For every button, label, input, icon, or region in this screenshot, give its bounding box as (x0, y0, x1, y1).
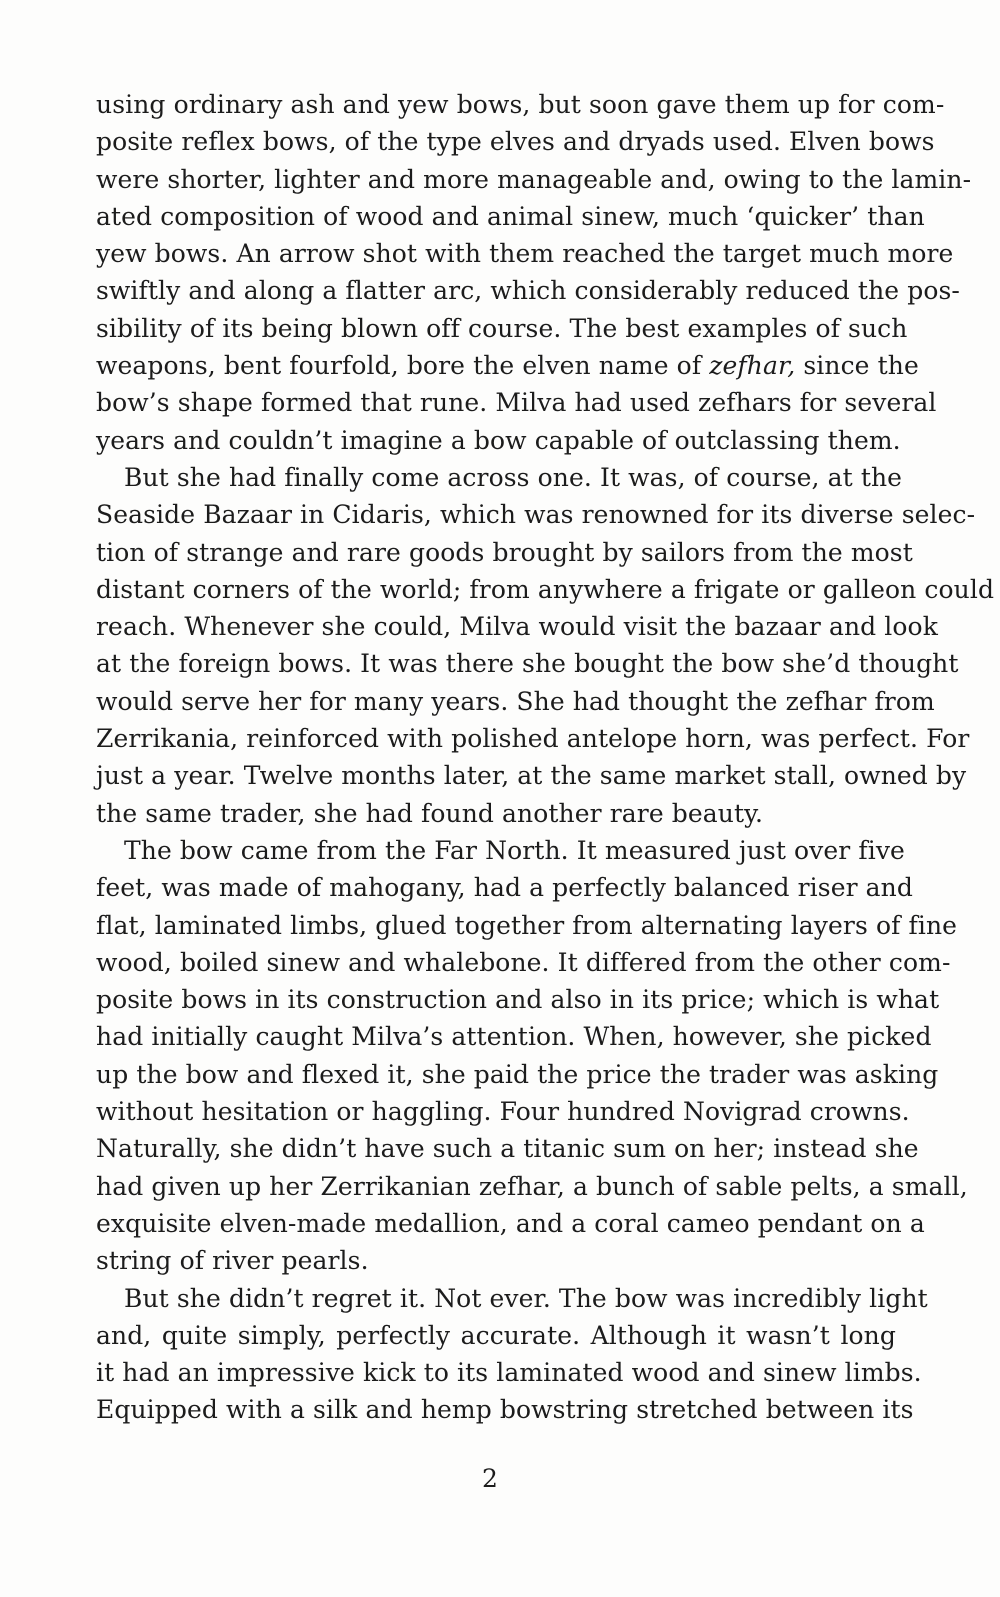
text-line: But she had finally come across one. It was, of course, at the (124, 462, 903, 492)
text-line: feet, was made of mahogany, had a perfectly balanced riser and (96, 873, 913, 903)
text-line: without hesitation or haggling. Four hundred Novigrad crowns. (96, 1097, 910, 1127)
text-line: swiftly and along a flatter arc, which considerably reduced the pos- (96, 276, 960, 306)
text-line: posite reflex bows, of the type elves and dryads used. Elven bows (96, 127, 935, 157)
text-line: Equipped with a silk and hemp bowstring stretched between its (96, 1395, 914, 1425)
text-line: reach. Whenever she could, Milva would visit the bazaar and look (96, 612, 938, 642)
text-line: ated composition of wood and animal sinew, much ‘quicker’ than (96, 201, 925, 231)
text-line: just a year. Twelve months later, at the same market stall, owned by (96, 761, 967, 791)
text-line: using ordinary ash and yew bows, but soon gave them up for com- (96, 90, 945, 119)
text-line: flat, laminated limbs, glued together from alternating layers of fine (96, 910, 958, 940)
text-line: had given up her Zerrikanian zefhar, a bunch of sable pelts, a small, (96, 1171, 968, 1201)
text-line: bow’s shape formed that rune. Milva had used zefhars for several (96, 388, 937, 418)
text-line: would serve her for many years. She had thought the zefhar from (96, 686, 935, 716)
text-line: The bow came from the Far North. It measured just over five (124, 835, 905, 865)
text-line: exquisite elven-made medallion, and a coral cameo pendant on a (96, 1208, 925, 1238)
body-text (96, 86, 995, 1429)
text-line: posite bows in its construction and also in its price; which is what (96, 985, 940, 1015)
text-line: distant corners of the world; from anywhere a frigate or galleon could (96, 574, 995, 604)
text-line: string of river pearls. (96, 1246, 369, 1276)
text-line: years and couldn’t imagine a bow capable of outclassing them. (96, 425, 901, 455)
text-segment: weapons, bent fourfold, bore the elven name of (96, 351, 710, 381)
text-line: had initially caught Milva’s attention. When, however, she picked (96, 1022, 932, 1052)
text-line: Naturally, she didn’t have such a titanic sum on her; instead she (96, 1134, 919, 1164)
text-segment: since the (795, 351, 919, 381)
text-line (96, 347, 919, 384)
text-line: were shorter, lighter and more manageable and, owing to the lamin- (96, 164, 972, 194)
text-line: yew bows. An arrow shot with them reached the target much more (96, 239, 954, 269)
text-line: Seaside Bazaar in Cidaris, which was renowned for its diverse selec- (96, 500, 976, 530)
text-line: tion of strange and rare goods brought by sailors from the most (96, 537, 913, 567)
text-line: up the bow and flexed it, she paid the price the trader was asking (96, 1059, 939, 1089)
text-line: sibility of its being blown off course. The best examples of such (96, 313, 908, 343)
text-line: the same trader, she had found another rare beauty. (96, 798, 764, 828)
text-line: wood, boiled sinew and whalebone. It differed from the other com- (96, 947, 951, 977)
text-line: at the foreign bows. It was there she bought the bow she’d thought (96, 649, 959, 679)
text-line: it had an impressive kick to its laminated wood and sinew limbs. (96, 1358, 922, 1388)
text-line: and, quite simply, perfectly accurate. Although it wasn’t long (96, 1320, 896, 1350)
italic-term: zefhar, (709, 351, 796, 381)
page-number: 2 (482, 1464, 498, 1493)
text-line: Zerrikania, reinforced with polished antelope horn, was perfect. For (96, 724, 970, 754)
text-line: But she didn’t regret it. Not ever. The bow was incredibly light (124, 1283, 928, 1313)
